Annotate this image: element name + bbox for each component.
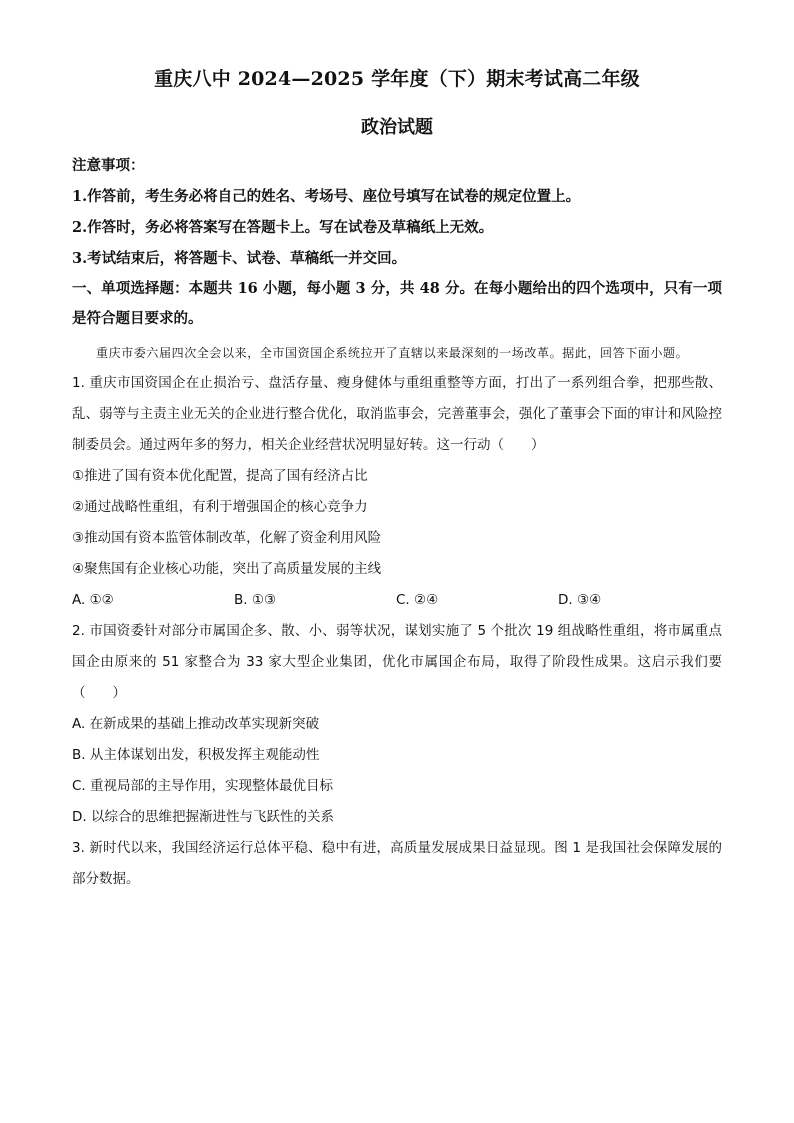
note-item: 1.作答前，考生务必将自己的姓名、考场号、座位号填写在试卷的规定位置上。 (72, 188, 581, 205)
exam-title: 重庆八中 2024—2025 学年度（下）期末考试高二年级 (154, 68, 640, 90)
exam-content (72, 150, 722, 895)
question-stem: 3. 新时代以来，我国经济运行总体平稳、稳中有进，高质量发展成果日益显现。图 1 是我国社会保障发展的部分数据。 (72, 840, 722, 887)
question-2 (72, 616, 722, 833)
statement-item: ④聚焦国有企业核心功能，突出了高质量发展的主线 (72, 561, 382, 577)
statement-item: ②通过战略性重组，有利于增强国企的核心竞争力 (72, 499, 368, 515)
reading-material: 重庆市委六届四次全会以来，全市国资国企系统拉开了直辖以来最深刻的一场改革。据此，回答下面小题。 (96, 346, 689, 360)
section-heading: 一、单项选择题：本题共 16 小题，每小题 3 分，共 48 分。在每小题给出的四个选项中，只有一项是符合题目要求的。 (72, 280, 722, 327)
notes-heading: 注意事项： (72, 157, 145, 174)
exam-subject: 政治试题 (361, 117, 433, 138)
option-d: D. ③④ (558, 592, 602, 608)
question-stem: 2. 市国资委针对部分市属国企多、散、小、弱等状况，谋划实施了 5 个批次 19 组战略性重组，将市属重点国企由原来的 51 家整合为 33 家大型企业集团，优化市属国企布局，取得了阶段性成果。这启示我们要（ ） (72, 623, 722, 701)
option-b: B. ①③ (234, 592, 277, 608)
option-d: D. 以综合的思维把握渐进性与飞跃性的关系 (72, 809, 334, 825)
notes-section (72, 150, 722, 274)
option-b: B. 从主体谋划出发，积极发挥主观能动性 (72, 747, 320, 763)
statement-item: ①推进了国有资本优化配置，提高了国有经济占比 (72, 468, 368, 484)
option-a: A. ①② (72, 592, 114, 608)
note-item: 2.作答时，务必将答案写在答题卡上。写在试卷及草稿纸上无效。 (72, 219, 494, 236)
question-stem: 1. 重庆市国资国企在止损治亏、盘活存量、瘦身健体与重组重整等方面，打出了一系列组合拳，把那些散、乱、弱等与主责主业无关的企业进行整合优化，取消监事会，完善董事会，强化了董事会下面的审计和风险控制委员会。通过两年多的努力，相关企业经营状况明显好转。这一行动（ ） (72, 375, 722, 453)
option-c: C. ②④ (396, 592, 439, 608)
answer-options (72, 585, 722, 616)
question-3 (72, 833, 722, 895)
note-item: 3.考试结束后，将答题卡、试卷、草稿纸一并交回。 (72, 250, 407, 267)
option-a: A. 在新成果的基础上推动改革实现新突破 (72, 716, 320, 732)
option-c: C. 重视局部的主导作用，实现整体最优目标 (72, 778, 334, 794)
statement-item: ③推动国有资本监管体制改革，化解了资金利用风险 (72, 530, 382, 546)
question-1 (72, 368, 722, 616)
